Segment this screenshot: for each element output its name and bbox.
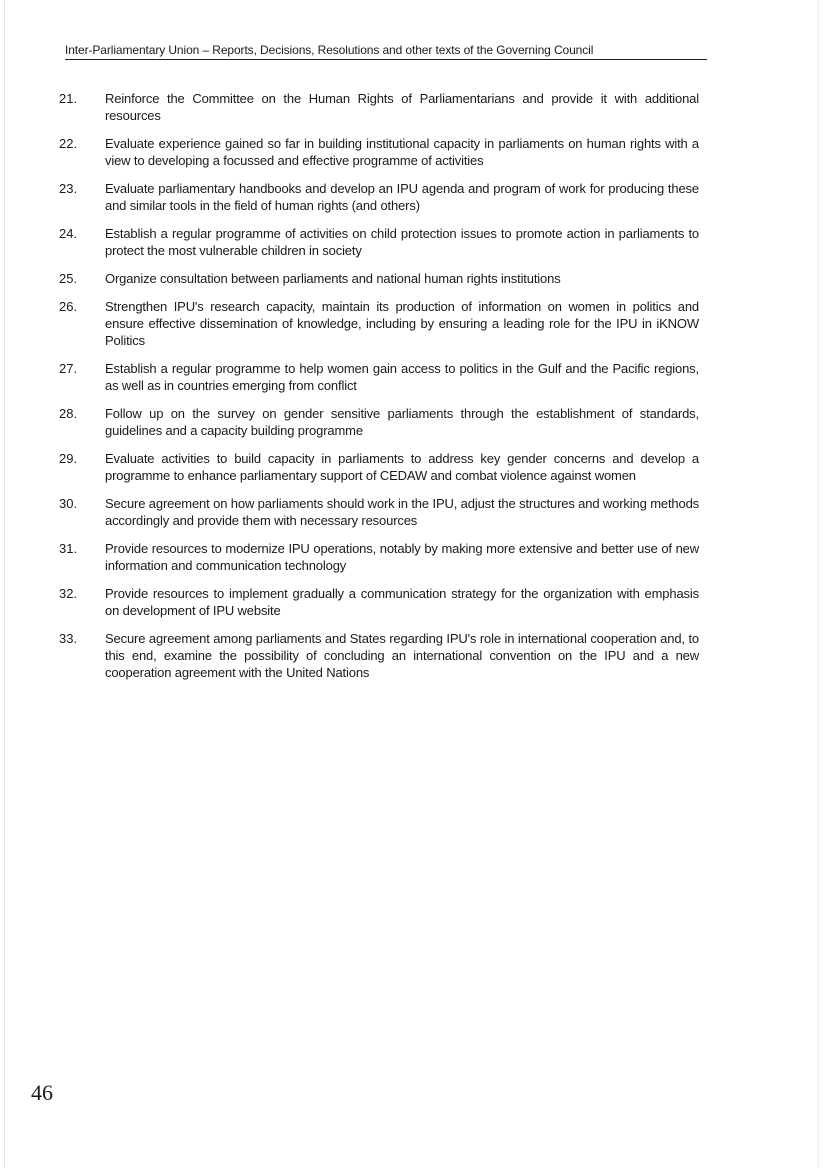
list-item bbox=[59, 270, 699, 287]
item-number: 28. bbox=[59, 406, 78, 421]
item-number: 29. bbox=[59, 451, 78, 466]
list-item bbox=[59, 540, 699, 574]
item-number: 23. bbox=[59, 181, 78, 196]
action-list bbox=[59, 90, 699, 692]
list-item bbox=[59, 360, 699, 394]
item-number: 21. bbox=[59, 91, 78, 106]
item-number: 24. bbox=[59, 226, 78, 241]
item-number: 22. bbox=[59, 136, 78, 151]
item-text: Provide resources to modernize IPU operations, notably by making more extensive and better use of new information and communication technology bbox=[105, 541, 699, 573]
list-item bbox=[59, 495, 699, 529]
item-text: Evaluate experience gained so far in building institutional capacity in parliaments on human rights with a view to developing a focussed and effective programme of activities bbox=[105, 136, 699, 168]
item-text: Establish a regular programme of activities on child protection issues to promote action in parliaments to protect the most vulnerable children in society bbox=[105, 226, 699, 258]
item-text: Evaluate parliamentary handbooks and develop an IPU agenda and program of work for producing these and similar tools in the field of human rights (and others) bbox=[105, 181, 699, 213]
item-text: Reinforce the Committee on the Human Rights of Parliamentarians and provide it with additional resources bbox=[105, 91, 699, 123]
item-text: Follow up on the survey on gender sensitive parliaments through the establishment of standards, guidelines and a capacity building programme bbox=[105, 406, 699, 438]
page-number: 46 bbox=[31, 1080, 53, 1105]
item-number: 26. bbox=[59, 299, 78, 314]
running-header bbox=[65, 41, 707, 60]
list-item bbox=[59, 298, 699, 349]
item-number: 32. bbox=[59, 586, 78, 601]
item-text: Provide resources to implement gradually a communication strategy for the organization with emphasis on development of IPU website bbox=[105, 586, 699, 618]
item-number: 31. bbox=[59, 541, 78, 556]
item-number: 33. bbox=[59, 631, 78, 646]
item-text: Evaluate activities to build capacity in parliaments to address key gender concerns and develop a programme to enhance parliamentary support of CEDAW and combat violence against women bbox=[105, 451, 699, 483]
item-text: Strengthen IPU's research capacity, maintain its production of information on women in politics and ensure effective dissemination of knowledge, including by ensuring a leading role for the IPU in iKNOW Politics bbox=[105, 299, 699, 348]
item-number: 30. bbox=[59, 496, 78, 511]
scan-edge-left bbox=[4, 0, 5, 1168]
list-item bbox=[59, 225, 699, 259]
list-item bbox=[59, 405, 699, 439]
item-text: Establish a regular programme to help women gain access to politics in the Gulf and the Pacific regions, as well as in countries emerging from conflict bbox=[105, 361, 699, 393]
item-text: Organize consultation between parliaments and national human rights institutions bbox=[105, 271, 561, 286]
list-item bbox=[59, 630, 699, 681]
item-number: 27. bbox=[59, 361, 78, 376]
list-item bbox=[59, 585, 699, 619]
scan-edge-right bbox=[818, 0, 819, 1168]
item-number: 25. bbox=[59, 271, 78, 286]
header-title: Inter-Parliamentary Union – Reports, Decisions, Resolutions and other texts of the Governing Council bbox=[65, 43, 594, 57]
list-item bbox=[59, 90, 699, 124]
item-text: Secure agreement among parliaments and States regarding IPU's role in international cooperation and, to this end, examine the possibility of concluding an international convention on the IPU and a new cooperation agreement with the United Nations bbox=[105, 631, 699, 680]
list-item bbox=[59, 180, 699, 214]
list-item bbox=[59, 135, 699, 169]
item-text: Secure agreement on how parliaments should work in the IPU, adjust the structures and working methods accordingly and provide them with necessary resources bbox=[105, 496, 699, 528]
list-item bbox=[59, 450, 699, 484]
